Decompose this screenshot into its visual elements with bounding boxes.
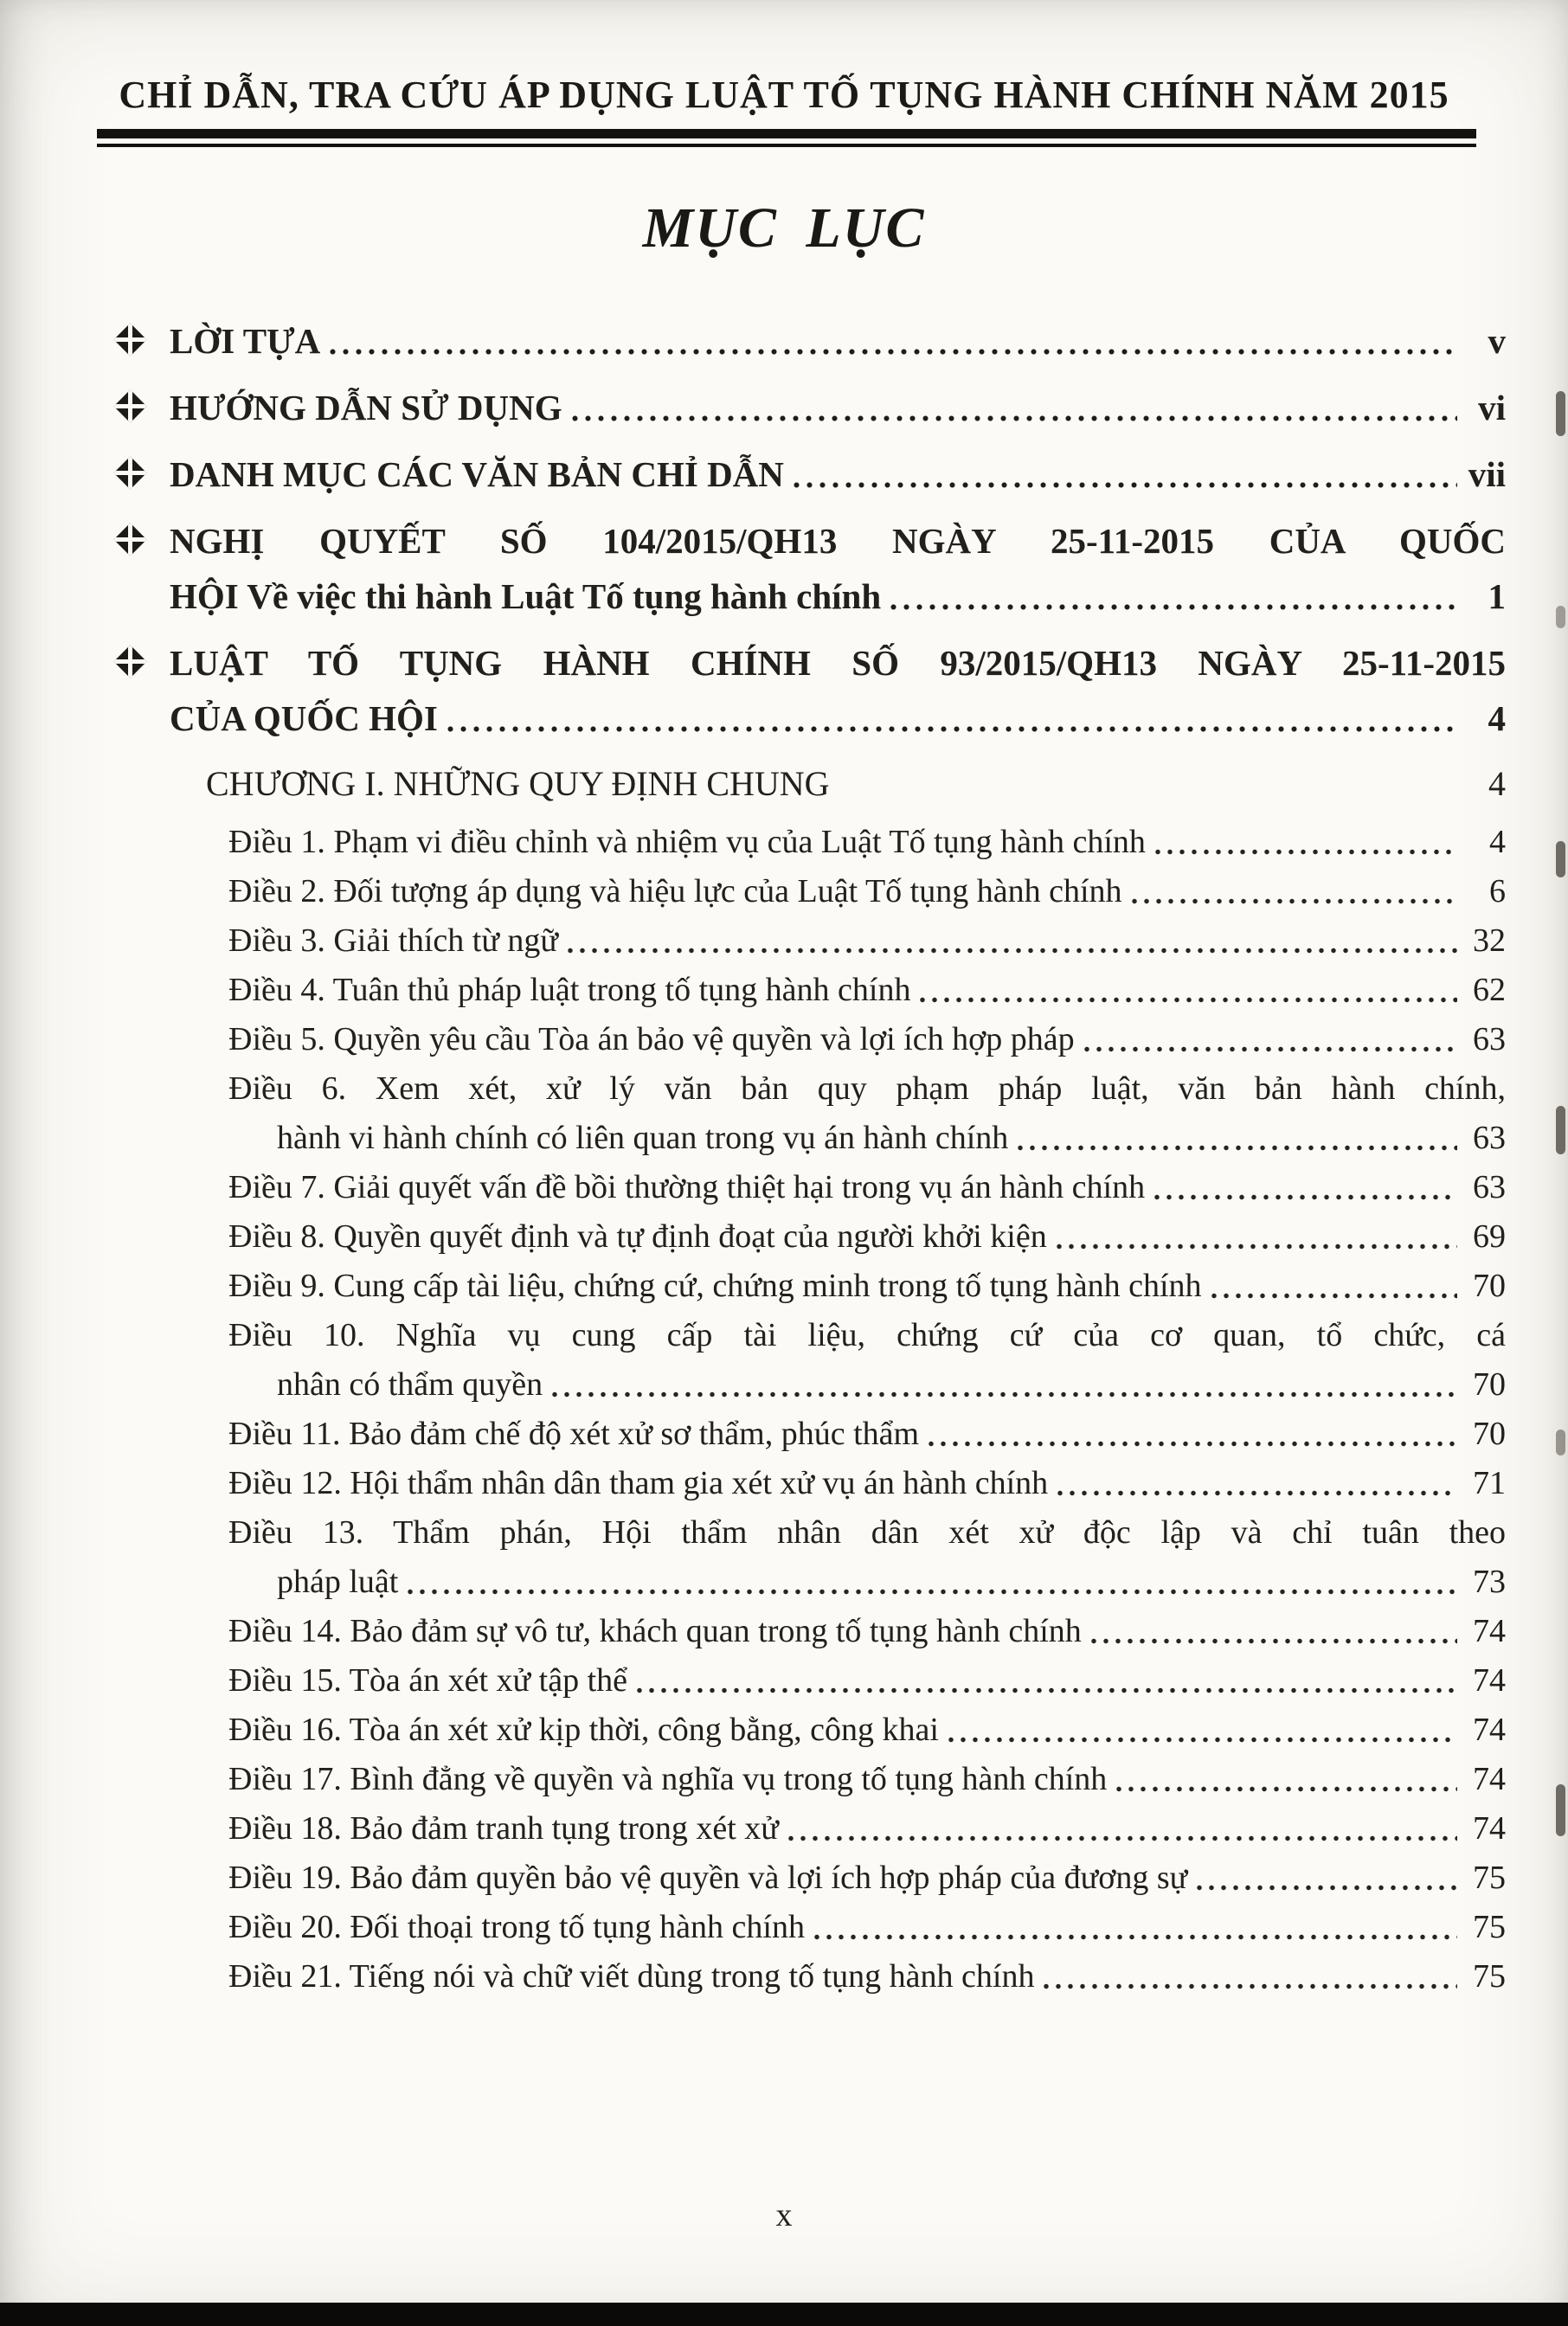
diamond-bullet-icon	[113, 523, 146, 556]
toc-page-number: 75	[1473, 1909, 1506, 1945]
toc-entry-text: pháp luật	[277, 1564, 399, 1600]
toc-entry-line	[228, 1212, 1506, 1262]
toc-entry-text: LỜI TỰA	[170, 321, 321, 361]
scan-edge-bar	[0, 2303, 1568, 2326]
dot-leader	[443, 725, 1457, 733]
toc-entry-text: HỘI Về việc thi hành Luật Tố tụng hành chính	[170, 576, 882, 616]
toc-entry-line	[228, 1459, 1506, 1508]
dot-leader	[784, 1834, 1457, 1842]
toc-entry-text: NGHỊ QUYẾT SỐ 104/2015/QH13 NGÀY 25-11-2015 CỦA QUỐC	[170, 521, 1506, 561]
toc-entry-line	[228, 1607, 1506, 1656]
toc-entry-line	[170, 313, 1506, 369]
toc-entry-line	[228, 1903, 1506, 1952]
toc-page-number: 71	[1473, 1465, 1506, 1501]
toc-entry	[116, 757, 1506, 811]
dot-leader	[1052, 1243, 1457, 1250]
toc-entry-line	[228, 818, 1506, 867]
scan-artifact	[1556, 1430, 1565, 1455]
divider-rule-thin	[97, 144, 1476, 147]
toc-entry-line	[228, 1508, 1506, 1558]
dot-leader	[403, 1588, 1457, 1596]
dot-leader	[886, 603, 1457, 611]
divider-rule-thick	[97, 129, 1476, 138]
toc-entry-line	[228, 1755, 1506, 1804]
toc-entry	[116, 1706, 1506, 1755]
dot-leader	[548, 1391, 1457, 1398]
toc-entry-line	[170, 380, 1506, 435]
toc-entry-text: Điều 17. Bình đẳng về quyền và nghĩa vụ trong tố tụng hành chính	[228, 1761, 1108, 1797]
toc-entry-text: Điều 4. Tuân thủ pháp luật trong tố tụng hành chính	[228, 972, 911, 1008]
toc-page-number: 6	[1489, 873, 1506, 909]
toc-entry-text: Điều 10. Nghĩa vụ cung cấp tài liệu, chứng cứ của cơ quan, tổ chức, cá	[228, 1317, 1506, 1353]
toc-entry	[116, 1903, 1506, 1952]
toc-entry	[116, 1311, 1506, 1410]
toc-entry-text: HƯỚNG DẪN SỬ DỤNG	[170, 388, 562, 427]
toc-entry-line	[277, 1114, 1506, 1163]
dot-leader	[1013, 1144, 1457, 1152]
toc-entry	[116, 1212, 1506, 1262]
toc-page-number: 32	[1473, 922, 1506, 959]
toc-entry-line	[228, 1163, 1506, 1212]
toc-page-number: 70	[1473, 1268, 1506, 1304]
diamond-bullet-icon	[113, 389, 146, 422]
dot-leader	[835, 792, 1457, 800]
toc-entry	[116, 1459, 1506, 1508]
dot-leader	[1150, 1193, 1457, 1201]
toc-entry	[116, 867, 1506, 916]
toc-entry-line	[170, 569, 1506, 624]
toc-entry-text: Điều 16. Tòa án xét xử kịp thời, công bằng, công khai	[228, 1712, 939, 1748]
dot-leader	[1128, 897, 1457, 905]
dot-leader	[1087, 1637, 1457, 1645]
toc-list	[116, 313, 1506, 2002]
diamond-bullet-icon	[113, 456, 146, 489]
running-header: CHỈ DẪN, TRA CỨU ÁP DỤNG LUẬT TỐ TỤNG HÀNH CHÍNH NĂM 2015	[119, 74, 1449, 116]
scan-artifact	[1556, 1106, 1565, 1154]
toc-entry-line	[277, 1558, 1506, 1607]
toc-page-number: 74	[1473, 1662, 1506, 1699]
toc-entry-text: Điều 2. Đối tượng áp dụng và hiệu lực của Luật Tố tụng hành chính	[228, 873, 1122, 909]
dot-leader	[1039, 1982, 1457, 1990]
dot-leader	[924, 1440, 1457, 1448]
scan-artifact	[1556, 1784, 1565, 1836]
toc-entry	[116, 1952, 1506, 2002]
toc-page-number: 70	[1473, 1366, 1506, 1403]
toc-entry-text: Điều 12. Hội thẩm nhân dân tham gia xét xử vụ án hành chính	[228, 1465, 1049, 1501]
scan-artifact	[1556, 391, 1565, 436]
dot-leader	[810, 1933, 1457, 1941]
toc-entry-text: Điều 3. Giải thích từ ngữ	[228, 922, 559, 959]
toc-entry-text: Điều 11. Bảo đảm chế độ xét xử sơ thẩm, phúc thẩm	[228, 1416, 920, 1452]
toc-page-number: 4	[1488, 764, 1506, 803]
toc-page-number: 63	[1473, 1169, 1506, 1205]
toc-entry-line	[228, 867, 1506, 916]
toc-entry	[116, 1656, 1506, 1706]
toc-entry-text: Điều 9. Cung cấp tài liệu, chứng cứ, chứng minh trong tố tụng hành chính	[228, 1268, 1202, 1304]
dot-leader	[1207, 1292, 1457, 1300]
toc-page-number: vii	[1468, 454, 1506, 494]
toc-entry-text: CỦA QUỐC HỘI	[170, 698, 438, 738]
toc-entry-line	[228, 1410, 1506, 1459]
toc-entry-line	[228, 1804, 1506, 1854]
toc-entry-text: Điều 21. Tiếng nói và chữ viết dùng trong tố tụng hành chính	[228, 1958, 1035, 1995]
toc-entry-line	[228, 916, 1506, 966]
dot-leader	[568, 414, 1457, 422]
dot-leader	[789, 481, 1457, 489]
scan-artifact	[1556, 841, 1565, 877]
toc-page-number: 74	[1473, 1712, 1506, 1748]
toc-entry-line	[228, 1854, 1506, 1903]
dot-leader	[1053, 1489, 1457, 1497]
page-title: MỤC LỤC	[642, 196, 926, 260]
toc-page-number: vi	[1478, 388, 1506, 427]
dot-leader	[944, 1736, 1457, 1744]
dot-leader	[1151, 848, 1457, 856]
toc-page-number: 74	[1473, 1613, 1506, 1649]
toc-entry	[116, 1262, 1506, 1311]
toc-entry-text: Điều 19. Bảo đảm quyền bảo vệ quyền và lợi ích hợp pháp của đương sự	[228, 1860, 1188, 1896]
toc-entry-text: Điều 6. Xem xét, xử lý văn bản quy phạm pháp luật, văn bản hành chính,	[228, 1070, 1506, 1107]
dot-leader	[1080, 1045, 1457, 1053]
toc-entry-line	[170, 635, 1506, 691]
toc-entry-line	[228, 1952, 1506, 2002]
toc-entry	[116, 1163, 1506, 1212]
toc-entry-line	[228, 1311, 1506, 1360]
header-divider	[97, 129, 1476, 147]
toc-page-number: 74	[1473, 1810, 1506, 1847]
dot-leader	[916, 996, 1457, 1004]
toc-entry-line	[170, 513, 1506, 569]
toc-entry-text: Điều 15. Tòa án xét xử tập thể	[228, 1662, 627, 1699]
toc-entry-line	[228, 1262, 1506, 1311]
toc-page-number: 70	[1473, 1416, 1506, 1452]
toc-entry-line	[170, 691, 1506, 746]
toc-page-number: 4	[1488, 698, 1506, 738]
toc-entry-line	[277, 1360, 1506, 1410]
toc-entry-line	[206, 757, 1506, 811]
toc-entry	[116, 1755, 1506, 1804]
toc-entry-text: hành vi hành chính có liên quan trong vụ án hành chính	[277, 1120, 1009, 1156]
toc-page-number: 62	[1473, 972, 1506, 1008]
toc-entry-text: Điều 18. Bảo đảm tranh tụng trong xét xử	[228, 1810, 779, 1847]
toc-entry	[116, 1064, 1506, 1163]
toc-page-number: 73	[1473, 1564, 1506, 1600]
toc-entry	[116, 1508, 1506, 1607]
toc-entry-line	[228, 1656, 1506, 1706]
toc-entry-text: CHƯƠNG I. NHỮNG QUY ĐỊNH CHUNG	[206, 764, 830, 803]
toc-page-number: 63	[1473, 1021, 1506, 1057]
dot-leader	[1112, 1785, 1457, 1793]
toc-page-number: 63	[1473, 1120, 1506, 1156]
dot-leader	[325, 348, 1457, 356]
toc-page-number: 69	[1473, 1218, 1506, 1255]
toc-page-number: 4	[1489, 824, 1506, 860]
diamond-bullet-icon	[113, 645, 146, 678]
toc-entry-line	[228, 966, 1506, 1015]
toc-page-number: 75	[1473, 1958, 1506, 1995]
toc-entry-text: DANH MỤC CÁC VĂN BẢN CHỈ DẪN	[170, 454, 784, 494]
toc-entry	[116, 313, 1506, 369]
toc-entry-text: nhân có thẩm quyền	[277, 1366, 543, 1403]
toc-entry	[116, 1854, 1506, 1903]
toc-entry-text: Điều 8. Quyền quyết định và tự định đoạt của người khởi kiện	[228, 1218, 1047, 1255]
toc-entry-text: Điều 7. Giải quyết vấn đề bồi thường thiệt hại trong vụ án hành chính	[228, 1169, 1146, 1205]
toc-entry-line	[228, 1015, 1506, 1064]
toc-page-number: 1	[1488, 576, 1506, 616]
toc-entry	[116, 916, 1506, 966]
toc-entry	[116, 380, 1506, 435]
toc-entry-text: LUẬT TỐ TỤNG HÀNH CHÍNH SỐ 93/2015/QH13 NGÀY 25-11-2015	[170, 643, 1506, 683]
toc-entry	[116, 818, 1506, 867]
page-number-footer: x	[775, 2197, 793, 2233]
toc-entry-line	[228, 1064, 1506, 1114]
toc-entry-line	[228, 1706, 1506, 1755]
toc-entry	[116, 513, 1506, 624]
toc-entry-text: Điều 13. Thẩm phán, Hội thẩm nhân dân xét xử độc lập và chỉ tuân theo	[228, 1514, 1506, 1551]
toc-entry	[116, 966, 1506, 1015]
scan-artifact	[1556, 606, 1565, 628]
toc-entry-line	[170, 447, 1506, 502]
toc-entry-text: Điều 1. Phạm vi điều chỉnh và nhiệm vụ của Luật Tố tụng hành chính	[228, 824, 1146, 860]
dot-leader	[1192, 1884, 1457, 1892]
toc-entry	[116, 1410, 1506, 1459]
toc-entry	[116, 1804, 1506, 1854]
dot-leader	[563, 947, 1457, 954]
toc-entry	[116, 1015, 1506, 1064]
toc-entry	[116, 1607, 1506, 1656]
dot-leader	[633, 1687, 1457, 1694]
toc-page-number: 74	[1473, 1761, 1506, 1797]
toc-entry-text: Điều 5. Quyền yêu cầu Tòa án bảo vệ quyền và lợi ích hợp pháp	[228, 1021, 1075, 1057]
toc-entry	[116, 635, 1506, 746]
diamond-bullet-icon	[113, 323, 146, 356]
toc-page-number: 75	[1473, 1860, 1506, 1896]
toc-entry-text: Điều 14. Bảo đảm sự vô tư, khách quan trong tố tụng hành chính	[228, 1613, 1082, 1649]
toc-entry	[116, 447, 1506, 502]
toc-entry-text: Điều 20. Đối thoại trong tố tụng hành chính	[228, 1909, 805, 1945]
toc-page-number: v	[1488, 321, 1506, 361]
